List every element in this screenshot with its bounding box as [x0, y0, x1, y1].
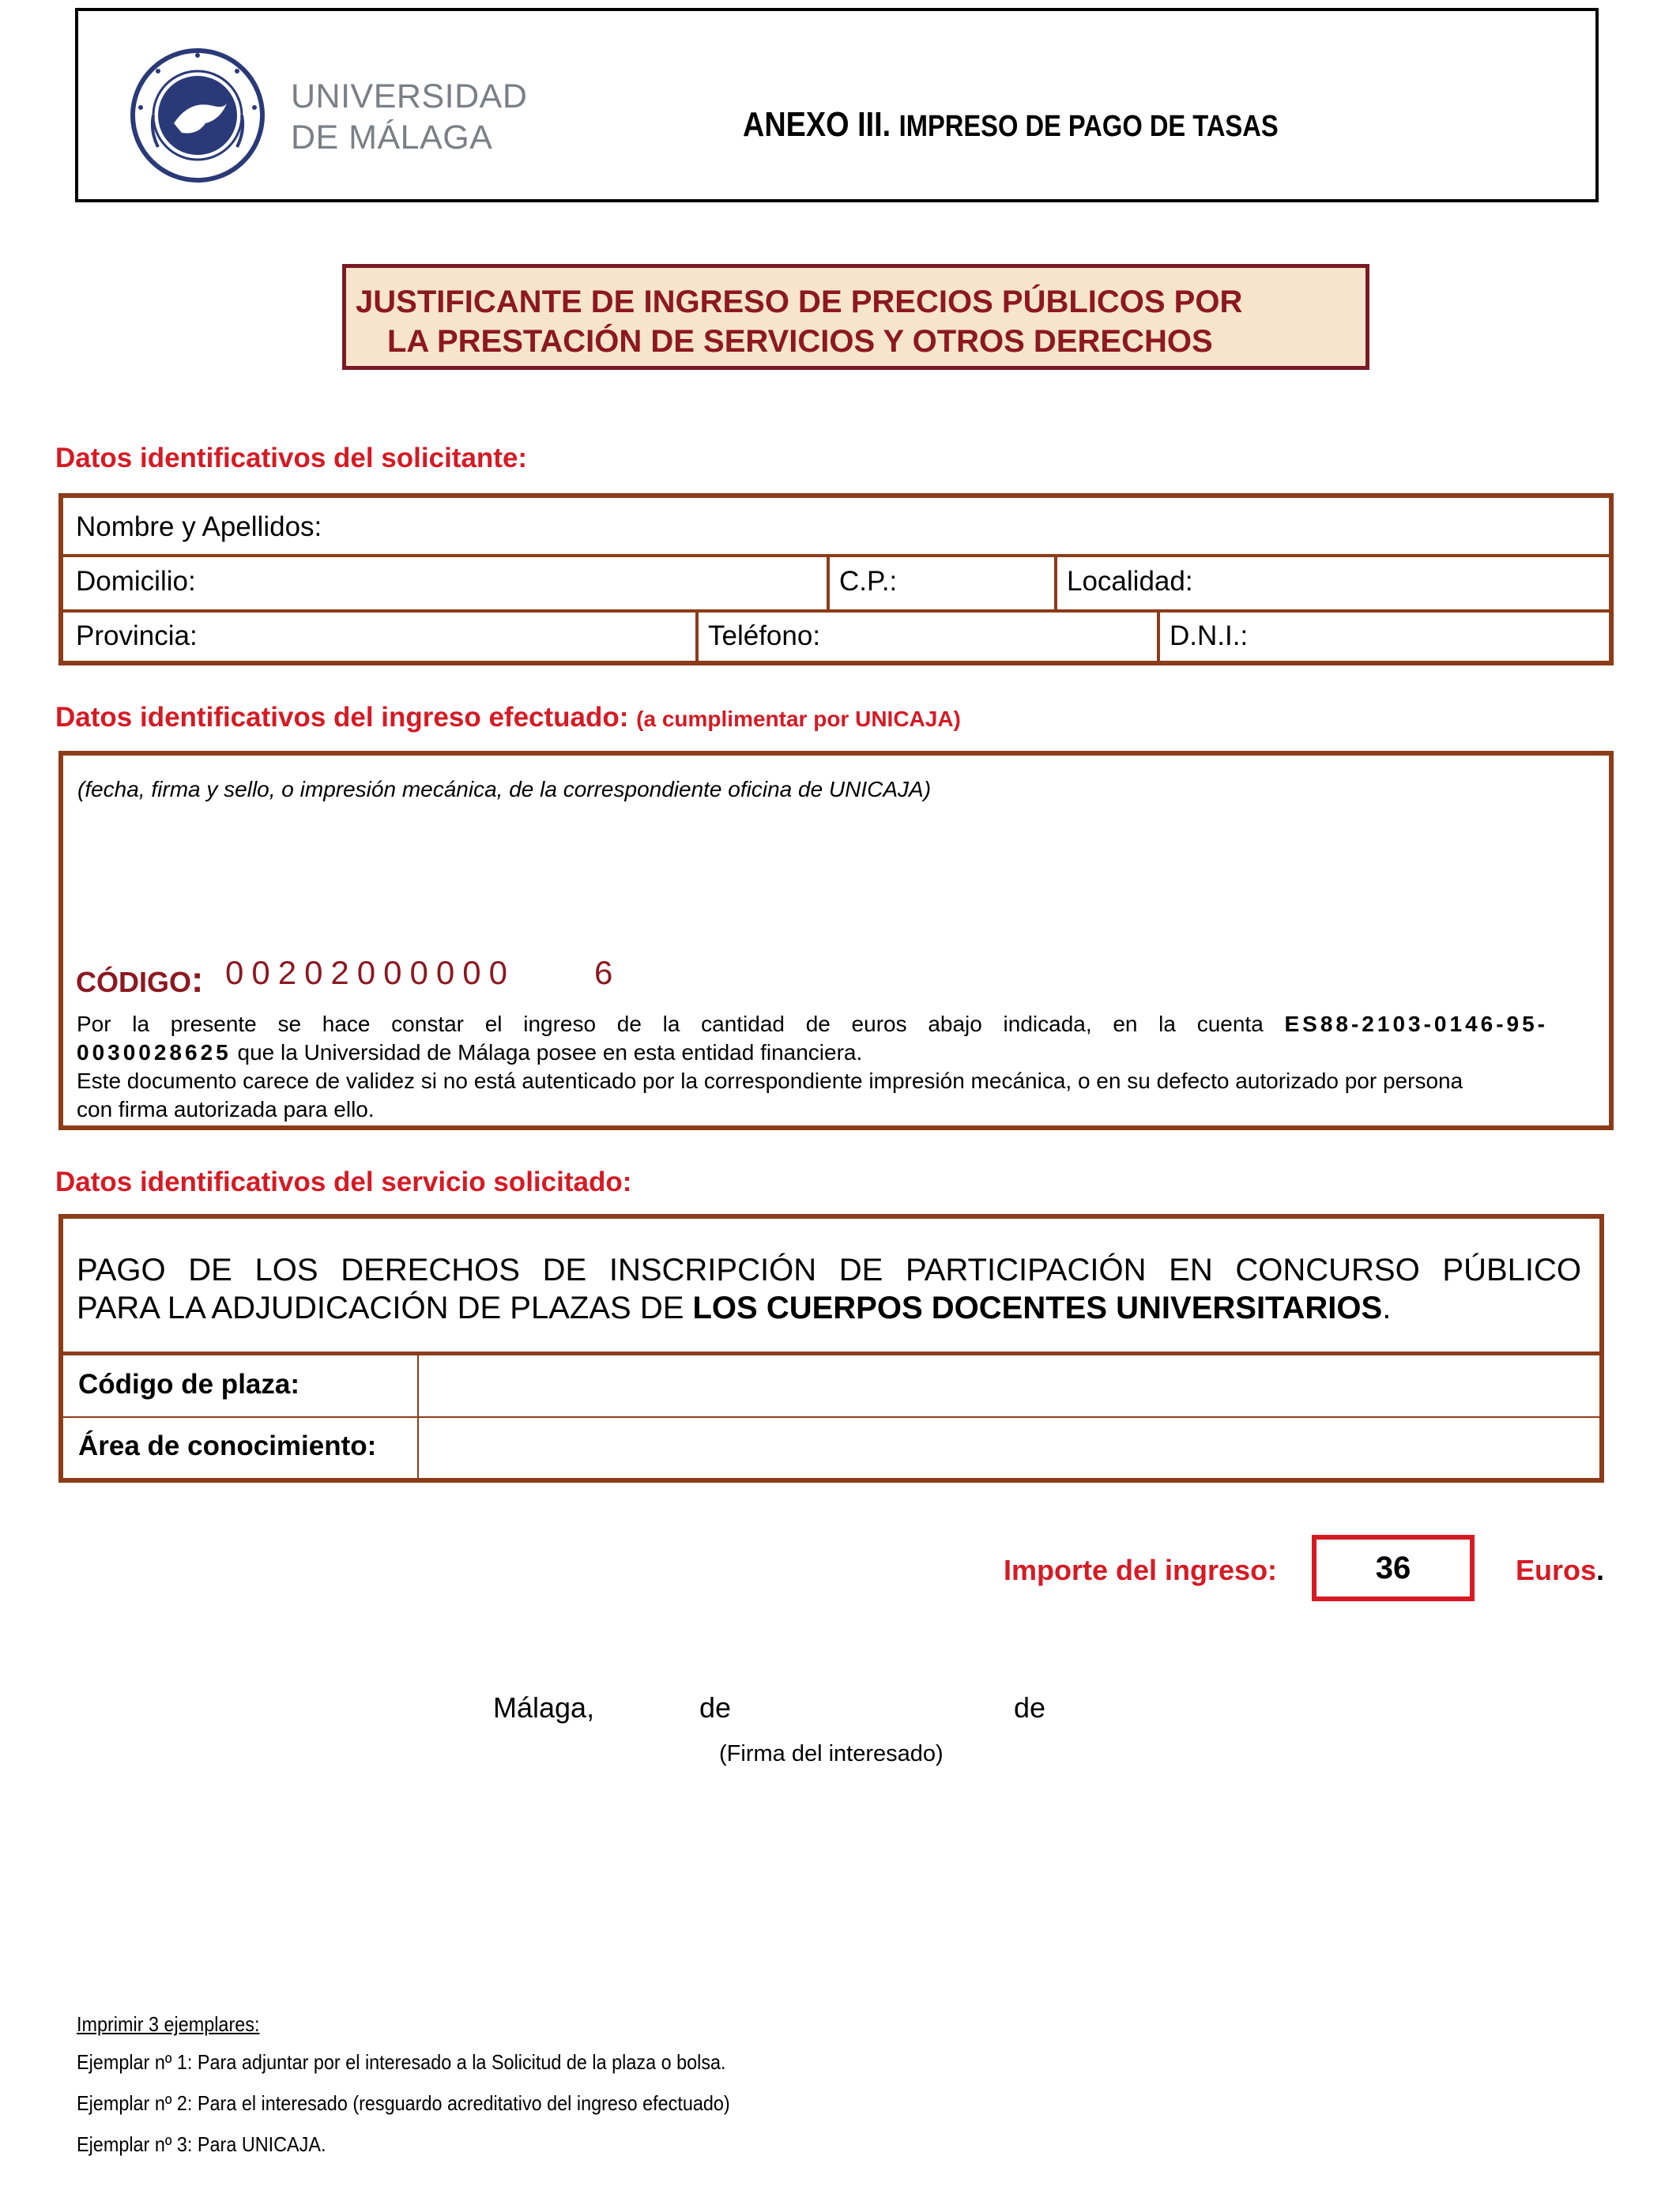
codigo-colon: : — [191, 959, 204, 1000]
codigo-check-digit: 6 — [594, 954, 613, 991]
codigo-plaza-label: Código de plaza: — [78, 1369, 299, 1400]
signature-de-1: de — [699, 1691, 732, 1724]
col-divider — [827, 554, 830, 609]
currency-text: Euros — [1516, 1554, 1597, 1586]
solicitante-heading: Datos identificativos del solicitante: — [55, 443, 528, 473]
ingreso-heading — [55, 702, 961, 733]
dni-label: D.N.I.: — [1170, 620, 1249, 651]
provincia-label: Provincia: — [76, 620, 198, 651]
footer-copy-2: Ejemplar nº 2: Para el interesado (resguardo acreditativo del ingreso efectuado) — [77, 2091, 730, 2115]
servicio-line2-text: PARA LA ADJUDICACIÓN DE PLAZAS DE — [77, 1291, 693, 1325]
ingreso-heading-note: (a cumplimentar por UNICAJA) — [636, 707, 961, 731]
codigo-value: 00202000000 — [225, 954, 515, 991]
area-label: Área de conocimiento: — [78, 1431, 377, 1461]
footer-copy-3: Ejemplar nº 3: Para UNICAJA. — [77, 2132, 326, 2156]
ingreso-para1-line1 — [77, 1010, 1548, 1039]
row-divider — [63, 609, 1609, 613]
stamp-note: (fecha, firma y sello, o impresión mecánica, de la correspondiente oficina de UNICAJA) — [77, 777, 932, 801]
signature-place: Málaga, — [493, 1691, 595, 1724]
row-divider — [63, 1416, 1599, 1418]
footer-heading: Imprimir 3 ejemplares: — [77, 2012, 260, 2036]
document-title-line2: LA PRESTACIÓN DE SERVICIOS Y OTROS DERECHOS — [387, 324, 1213, 359]
document-title-line1: JUSTIFICANTE DE INGRESO DE PRECIOS PÚBLICOS POR — [356, 285, 1243, 319]
anexo-main: ANEXO III. — [743, 105, 891, 144]
currency-label — [1516, 1554, 1604, 1587]
codigo-label — [76, 958, 203, 1001]
localidad-label: Localidad: — [1067, 566, 1193, 597]
col-divider — [1157, 609, 1160, 661]
servicio-line2-end: . — [1382, 1291, 1392, 1325]
servicio-heading: Datos identificativos del servicio solicitado: — [55, 1167, 632, 1197]
university-name — [291, 76, 527, 158]
col-divider — [1054, 554, 1057, 609]
importe-value: 36 — [1312, 1535, 1475, 1601]
currency-dot: . — [1596, 1554, 1605, 1586]
codigo-label-text: CÓDIGO — [76, 966, 192, 998]
row-divider — [63, 1351, 1599, 1355]
anexo-sub: IMPRESO DE PAGO DE TASAS — [898, 110, 1279, 143]
importe-label: Importe del ingreso: — [1004, 1554, 1278, 1586]
university-seal-icon — [126, 44, 269, 187]
iban-part1: ES88-2103-0146-95- — [1284, 1012, 1548, 1036]
signature-de-2: de — [1014, 1691, 1046, 1724]
col-divider — [695, 609, 699, 661]
nombre-label: Nombre y Apellidos: — [76, 511, 322, 542]
footer-copy-1: Ejemplar nº 1: Para adjuntar por el interesado a la Solicitud de la plaza o bolsa. — [77, 2050, 726, 2074]
row-divider — [63, 554, 1609, 557]
ingreso-para1-text: Por la presente se hace constar el ingreso de la cantidad de euros abajo indicada, en la cuenta — [77, 1012, 1264, 1036]
university-name-line2: DE MÁLAGA — [291, 119, 493, 156]
document-title-box — [342, 264, 1369, 370]
domicilio-label: Domicilio: — [76, 566, 196, 597]
cp-label: C.P.: — [839, 566, 898, 597]
servicio-description-line2 — [77, 1288, 1391, 1328]
col-divider — [417, 1351, 419, 1483]
iban-part2: 0030028625 — [77, 1040, 232, 1065]
ingreso-para1-line2 — [77, 1039, 862, 1067]
ingreso-para2-line2: con firma autorizada para ello. — [77, 1097, 375, 1122]
signature-caption: (Firma del interesado) — [719, 1741, 944, 1766]
ingreso-para2-line1: Este documento carece de validez si no está autenticado por la correspondiente impresión mecánica, o en su defecto autorizado por persona — [77, 1069, 1463, 1093]
servicio-description-line1: PAGO DE LOS DERECHOS DE INSCRIPCIÓN DE PARTICIPACIÓN EN CONCURSO PÚBLICO — [77, 1253, 1581, 1287]
ingreso-heading-text: Datos identificativos del ingreso efectuado: — [55, 702, 629, 733]
university-name-line1: UNIVERSIDAD — [291, 77, 528, 115]
servicio-line2-bold: LOS CUERPOS DOCENTES UNIVERSITARIOS — [692, 1291, 1383, 1325]
telefono-label: Teléfono: — [708, 620, 821, 651]
anexo-title — [743, 103, 1279, 149]
ingreso-para1-end: que la Universidad de Málaga posee en esta entidad financiera. — [231, 1040, 863, 1065]
solicitante-box — [58, 493, 1614, 665]
